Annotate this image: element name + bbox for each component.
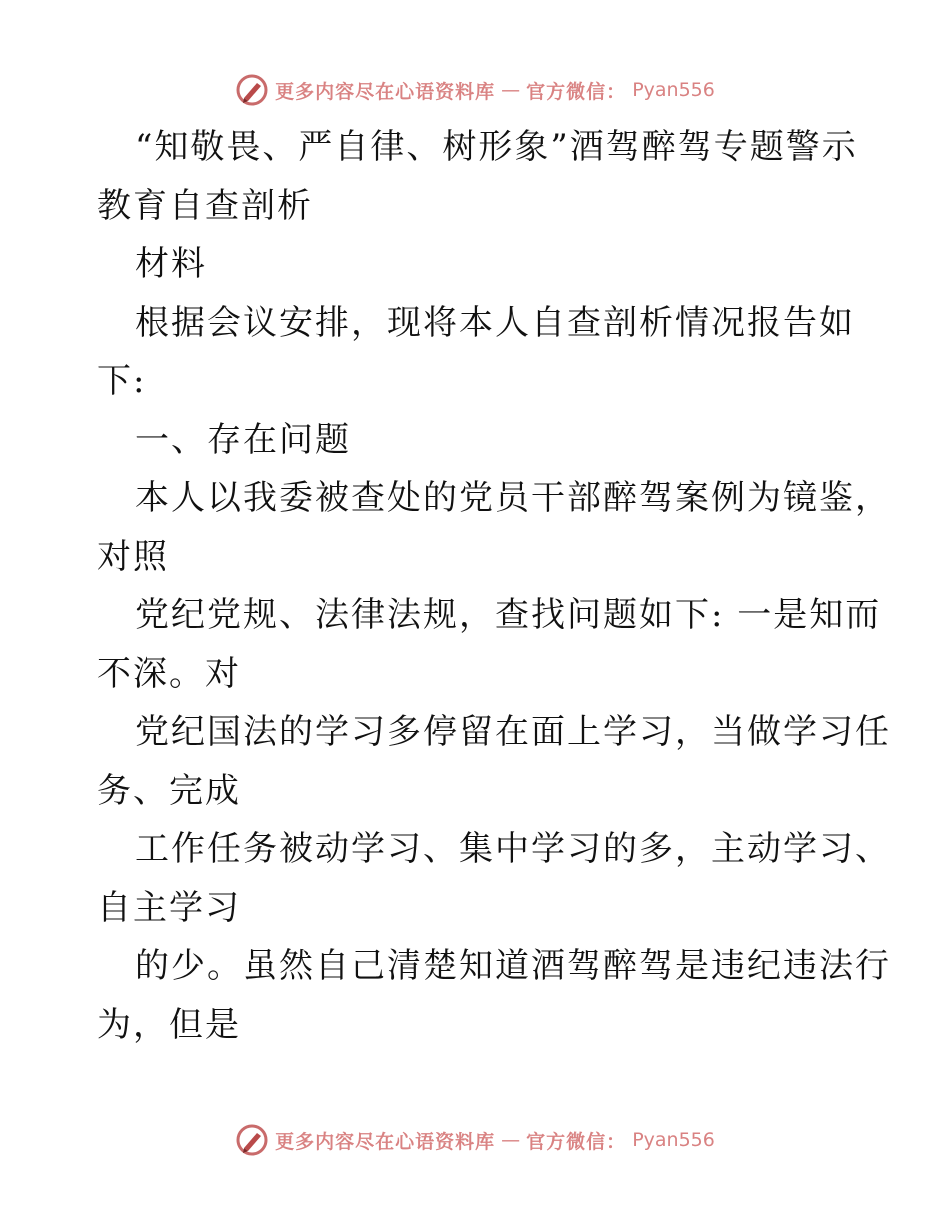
pen-logo-icon bbox=[235, 1123, 269, 1157]
pen-logo-icon bbox=[235, 73, 269, 107]
footer-watermark bbox=[0, 1120, 950, 1160]
title-line-2: 教育自查剖析 bbox=[97, 185, 313, 226]
title-line-3: 材料 bbox=[135, 244, 207, 284]
title-line-1: “知敬畏、严自律、树形象”酒驾醉驾专题警示 bbox=[135, 127, 858, 167]
paragraph-line: 下: bbox=[97, 361, 147, 401]
watermark-account: Pyan556 bbox=[632, 79, 715, 101]
document-body bbox=[97, 118, 891, 1054]
header-watermark bbox=[0, 70, 950, 110]
watermark-label: 官方微信： bbox=[526, 80, 627, 103]
paragraph-line: 党纪国法的学习多停留在面上学习，当做学习任 bbox=[135, 712, 891, 752]
paragraph-line: 不深。对 bbox=[97, 653, 241, 694]
watermark-label: 官方微信： bbox=[526, 1130, 627, 1153]
paragraph-line: 本人以我委被查处的党员干部醉驾案例为镜鉴， bbox=[135, 478, 891, 518]
paragraph-line: 党纪党规、法律法规，查找问题如下: 一是知而 bbox=[135, 595, 882, 635]
paragraph-line: 的少。虽然自己清楚知道酒驾醉驾是违纪违法行 bbox=[135, 946, 891, 986]
watermark-separator: — bbox=[501, 79, 521, 101]
watermark-site: 更多内容尽在心语资料库 bbox=[275, 80, 496, 103]
watermark-account: Pyan556 bbox=[632, 1129, 715, 1151]
watermark-separator: — bbox=[501, 1129, 521, 1151]
paragraph-line: 自主学习 bbox=[97, 887, 241, 928]
paragraph-line: 对照 bbox=[97, 536, 169, 577]
paragraph-line: 工作任务被动学习、集中学习的多，主动学习、 bbox=[135, 829, 891, 869]
paragraph-line: 为，但是 bbox=[97, 1004, 241, 1045]
watermark-site: 更多内容尽在心语资料库 bbox=[275, 1130, 496, 1153]
paragraph-line: 务、完成 bbox=[97, 770, 241, 811]
section-heading: 一、存在问题 bbox=[135, 419, 351, 460]
paragraph-line: 根据会议安排，现将本人自查剖析情况报告如 bbox=[135, 302, 855, 343]
